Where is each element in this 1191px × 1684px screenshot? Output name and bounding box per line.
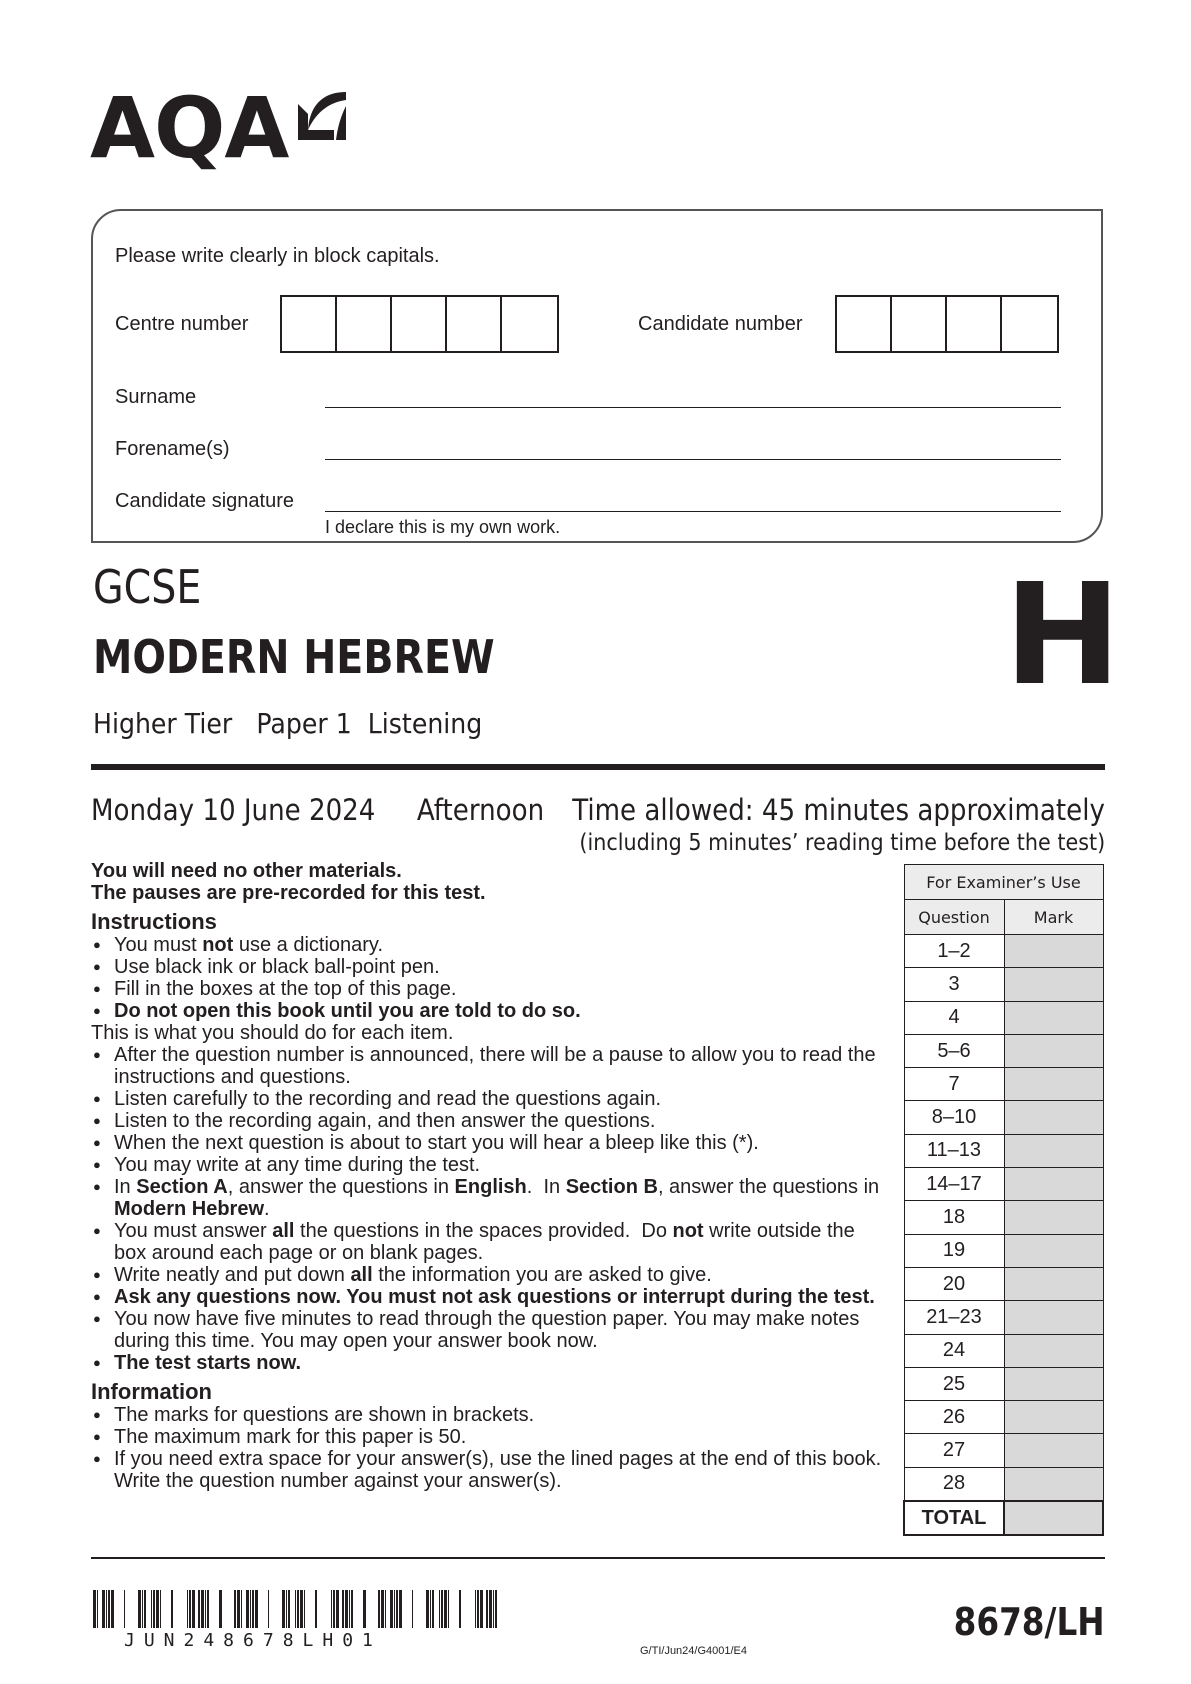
question-number-cell: 7 xyxy=(904,1068,1004,1101)
digit-box[interactable] xyxy=(837,297,892,351)
examiner-table-row xyxy=(904,1168,1103,1201)
barcode-bar xyxy=(171,1590,173,1628)
surname-label: Surname xyxy=(115,386,197,408)
barcode-bar xyxy=(432,1590,434,1628)
question-number-cell: 24 xyxy=(904,1334,1004,1367)
instruction-item: ● Do not open this book until you are told to do so. xyxy=(91,1000,891,1022)
barcode-bar xyxy=(480,1590,483,1628)
barcode-bar xyxy=(448,1590,449,1628)
barcode-bar xyxy=(142,1590,143,1628)
instructions-list-a xyxy=(91,934,891,1022)
instructions-intro: This is what you should do for each item. xyxy=(91,1022,454,1044)
examiner-table-row xyxy=(904,1367,1103,1400)
digit-box[interactable] xyxy=(1002,297,1057,351)
question-number-cell: 11–13 xyxy=(904,1134,1004,1167)
digit-box[interactable] xyxy=(392,297,447,351)
reference-code: G/TI/Jun24/G4001/E4 xyxy=(640,1645,748,1657)
instruction-item: ● You now have five minutes to read through the question paper. You may make notes during this time. You may open your answer book now. xyxy=(91,1308,891,1352)
question-number-cell: 5–6 xyxy=(904,1034,1004,1067)
digit-box[interactable] xyxy=(502,297,557,351)
leaf-icon xyxy=(296,90,348,142)
barcode-bar xyxy=(295,1590,296,1628)
barcode-bar xyxy=(381,1590,384,1628)
exam-date: Monday 10 June 2024 xyxy=(91,793,376,827)
exam-date-line xyxy=(91,793,544,827)
barcode-bar xyxy=(336,1590,339,1628)
barcode-bar xyxy=(426,1590,429,1628)
barcode-bar xyxy=(252,1590,254,1628)
barcode-bar xyxy=(489,1590,492,1628)
barcode-bar xyxy=(315,1590,317,1628)
barcode-bar xyxy=(246,1590,249,1628)
barcode-bar xyxy=(412,1590,413,1628)
mark-cell xyxy=(1004,935,1103,968)
instructions-heading: Instructions xyxy=(91,909,217,934)
barcode-bar xyxy=(396,1590,398,1628)
barcode-bar xyxy=(477,1590,479,1628)
barcode-bar xyxy=(144,1590,146,1628)
information-item: ● If you need extra space for your answer(s), use the lined pages at the end of this book. Write the question number against your answer(s). xyxy=(91,1448,891,1492)
title-divider xyxy=(91,764,1105,770)
qualification-title: GCSE xyxy=(93,560,202,614)
candidate-details-box xyxy=(91,209,1103,543)
barcode-bar xyxy=(187,1590,188,1628)
candidate-number-label: Candidate number xyxy=(638,313,803,335)
instruction-item: ● In Section A, answer the questions in English. In Section B, answer the questions in Modern Hebrew. xyxy=(91,1176,891,1220)
mark-cell xyxy=(1004,1101,1103,1134)
barcode-bar xyxy=(493,1590,494,1628)
tier-paper-line xyxy=(93,707,482,740)
mark-cell xyxy=(1004,1068,1103,1101)
question-column-header: Question xyxy=(904,900,1004,935)
information-item: ● The maximum mark for this paper is 50. xyxy=(91,1426,891,1448)
barcode-bar xyxy=(124,1590,125,1628)
instruction-item: ● Use black ink or black ball-point pen. xyxy=(91,956,891,978)
digit-box[interactable] xyxy=(947,297,1002,351)
candidate-number-boxes[interactable] xyxy=(835,295,1059,353)
barcode-bar xyxy=(378,1590,380,1628)
instruction-item: ● Listen carefully to the recording and read the questions again. xyxy=(91,1088,891,1110)
barcode-bar xyxy=(138,1590,141,1628)
instruction-item: ● You must answer all the questions in the spaces provided. Do not write outside the box around each page or on blank pages. xyxy=(91,1220,891,1264)
question-number-cell: 19 xyxy=(904,1234,1004,1267)
examiner-table-row xyxy=(904,1134,1103,1167)
question-number-cell: 14–17 xyxy=(904,1168,1004,1201)
instruction-item: ● You must not use a dictionary. xyxy=(91,934,891,956)
examiner-table-row xyxy=(904,1434,1103,1467)
mark-cell xyxy=(1004,1467,1103,1501)
signature-field[interactable] xyxy=(325,511,1061,512)
examiner-table-row xyxy=(904,1301,1103,1334)
barcode-bar xyxy=(106,1590,107,1628)
instruction-item: ● When the next question is about to start you will hear a bleep like this (*). xyxy=(91,1132,891,1154)
question-number-cell: 18 xyxy=(904,1201,1004,1234)
barcode-bar xyxy=(441,1590,443,1628)
barcode-bar xyxy=(255,1590,258,1628)
pauses-note: The pauses are pre-recorded for this test. xyxy=(91,882,486,904)
mark-cell xyxy=(1004,1367,1103,1400)
time-allowed: Time allowed: 45 minutes approximately xyxy=(572,793,1105,827)
materials-note: You will need no other materials. xyxy=(91,860,402,882)
logo-text: AQA xyxy=(90,79,289,177)
instruction-item: ● Listen to the recording again, and then answer the questions. xyxy=(91,1110,891,1132)
instruction-item: ● Fill in the boxes at the top of this page. xyxy=(91,978,891,1000)
examiner-table-header: For Examiner’s Use xyxy=(904,865,1103,900)
question-number-cell: 1–2 xyxy=(904,935,1004,968)
question-number-cell: 3 xyxy=(904,968,1004,1001)
barcode-bar xyxy=(345,1590,348,1628)
examiner-table-body xyxy=(904,935,1103,1502)
instruction-item: ● Write neatly and put down all the information you are asked to give. xyxy=(91,1264,891,1286)
barcode-bar xyxy=(495,1590,497,1628)
barcode-bar xyxy=(97,1590,98,1628)
paper-label: Paper 1 xyxy=(256,707,352,740)
examiner-table-row xyxy=(904,1334,1103,1367)
surname-field[interactable] xyxy=(325,407,1061,408)
barcode-bar xyxy=(192,1590,195,1628)
barcode-bar xyxy=(108,1590,110,1628)
barcode-bar xyxy=(198,1590,200,1628)
digit-box[interactable] xyxy=(282,297,337,351)
barcode-bar xyxy=(205,1590,206,1628)
barcode-bar xyxy=(237,1590,240,1628)
barcode-bar xyxy=(331,1590,332,1628)
barcode-bar xyxy=(342,1590,344,1628)
barcode-bar xyxy=(444,1590,447,1628)
barcode-bar xyxy=(160,1590,161,1628)
component-label: Listening xyxy=(367,707,483,740)
mark-cell xyxy=(1004,1301,1103,1334)
barcode-bar xyxy=(102,1590,105,1628)
mark-cell xyxy=(1004,1001,1103,1034)
instruction-item: ● You may write at any time during the test. xyxy=(91,1154,891,1176)
question-number-cell: 4 xyxy=(904,1001,1004,1034)
barcode-bar xyxy=(189,1590,191,1628)
barcode-bar xyxy=(486,1590,488,1628)
declaration-text: I declare this is my own work. xyxy=(325,517,561,537)
information-list xyxy=(91,1404,891,1492)
mark-column-header: Mark xyxy=(1004,900,1103,935)
examiner-table-row xyxy=(904,1201,1103,1234)
barcode-bar xyxy=(430,1590,431,1628)
question-number-cell: 26 xyxy=(904,1401,1004,1434)
examiner-table-row xyxy=(904,1467,1103,1501)
barcode-bar xyxy=(153,1590,155,1628)
barcode-bar xyxy=(333,1590,335,1628)
instruction-item: ● Ask any questions now. You must not ask questions or interrupt during the test. xyxy=(91,1286,891,1308)
barcode-bar xyxy=(300,1590,303,1628)
barcode-bar xyxy=(439,1590,440,1628)
barcode-bar xyxy=(111,1590,114,1628)
examiner-table-row xyxy=(904,1101,1103,1134)
barcode-bar xyxy=(250,1590,251,1628)
signature-label: Candidate signature xyxy=(115,490,295,512)
mark-cell xyxy=(1004,1168,1103,1201)
barcode-bar xyxy=(363,1590,366,1628)
barcode-text: JUN248678LH01 xyxy=(124,1630,382,1651)
information-heading: Information xyxy=(91,1379,212,1404)
barcode-bar xyxy=(286,1590,287,1628)
barcode-bar xyxy=(241,1590,242,1628)
barcode-bar xyxy=(351,1590,353,1628)
block-capitals-instruction: Please write clearly in block capitals. xyxy=(115,245,440,267)
centre-number-label: Centre number xyxy=(115,313,249,335)
total-label: TOTAL xyxy=(904,1501,1004,1535)
tier-label: Higher Tier xyxy=(93,707,233,740)
barcode-bar xyxy=(475,1590,476,1628)
question-number-cell: 20 xyxy=(904,1267,1004,1300)
forenames-field[interactable] xyxy=(325,459,1061,460)
question-number-cell: 27 xyxy=(904,1434,1004,1467)
mark-cell xyxy=(1004,1201,1103,1234)
exam-session: Afternoon xyxy=(416,793,545,827)
examiner-table-row xyxy=(904,1267,1103,1300)
barcode-bar xyxy=(93,1590,96,1628)
barcode-bar xyxy=(219,1590,222,1628)
tier-letter: H xyxy=(1004,554,1122,717)
barcode-bar xyxy=(349,1590,350,1628)
mark-cell xyxy=(1004,1401,1103,1434)
forenames-label: Forename(s) xyxy=(115,438,230,460)
barcode-image xyxy=(93,1590,503,1628)
information-item: ● The marks for questions are shown in brackets. xyxy=(91,1404,891,1426)
question-number-cell: 8–10 xyxy=(904,1101,1004,1134)
examiner-table-row xyxy=(904,1034,1103,1067)
barcode-bar xyxy=(234,1590,236,1628)
examiner-use-table xyxy=(903,864,1104,1536)
examiner-table-row xyxy=(904,1234,1103,1267)
barcode-bar xyxy=(268,1590,269,1628)
instruction-item: ● After the question number is announced, there will be a pause to allow you to read the instructions and questions. xyxy=(91,1044,891,1088)
question-number-cell: 28 xyxy=(904,1467,1004,1501)
question-number-cell: 21–23 xyxy=(904,1301,1004,1334)
mark-cell xyxy=(1004,1234,1103,1267)
digit-box[interactable] xyxy=(892,297,947,351)
barcode-bar xyxy=(297,1590,299,1628)
instructions-section xyxy=(91,860,891,1492)
centre-number-boxes[interactable] xyxy=(280,295,559,353)
examiner-table-row xyxy=(904,1068,1103,1101)
reading-time-note: (including 5 minutes’ reading time before the test) xyxy=(579,830,1105,856)
instruction-item: ● The test starts now. xyxy=(91,1352,891,1374)
barcode-bar xyxy=(207,1590,209,1628)
mark-cell xyxy=(1004,1334,1103,1367)
examiner-table-row xyxy=(904,968,1103,1001)
aqa-logo xyxy=(90,79,289,177)
barcode-bar xyxy=(151,1590,152,1628)
barcode-bar xyxy=(399,1590,402,1628)
mark-cell xyxy=(1004,1034,1103,1067)
paper-code: 8678/LH xyxy=(953,1600,1105,1644)
mark-cell xyxy=(1004,1267,1103,1300)
barcode-bar xyxy=(156,1590,159,1628)
barcode-bar xyxy=(282,1590,285,1628)
footer-divider xyxy=(91,1557,1105,1559)
barcode-bar xyxy=(288,1590,290,1628)
digit-box[interactable] xyxy=(337,297,392,351)
question-number-cell: 25 xyxy=(904,1367,1004,1400)
barcode-bar xyxy=(390,1590,393,1628)
barcode-bar xyxy=(394,1590,395,1628)
subject-title: MODERN HEBREW xyxy=(93,630,495,684)
examiner-table-row xyxy=(904,1001,1103,1034)
barcode-bar xyxy=(459,1590,461,1628)
total-mark-cell xyxy=(1004,1501,1103,1535)
barcode-bar xyxy=(385,1590,386,1628)
digit-box[interactable] xyxy=(447,297,502,351)
instructions-list-b xyxy=(91,1044,891,1374)
barcode-bar xyxy=(201,1590,204,1628)
barcode-bar xyxy=(304,1590,305,1628)
examiner-table-row xyxy=(904,1401,1103,1434)
mark-cell xyxy=(1004,1434,1103,1467)
mark-cell xyxy=(1004,1134,1103,1167)
examiner-table-row xyxy=(904,935,1103,968)
mark-cell xyxy=(1004,968,1103,1001)
